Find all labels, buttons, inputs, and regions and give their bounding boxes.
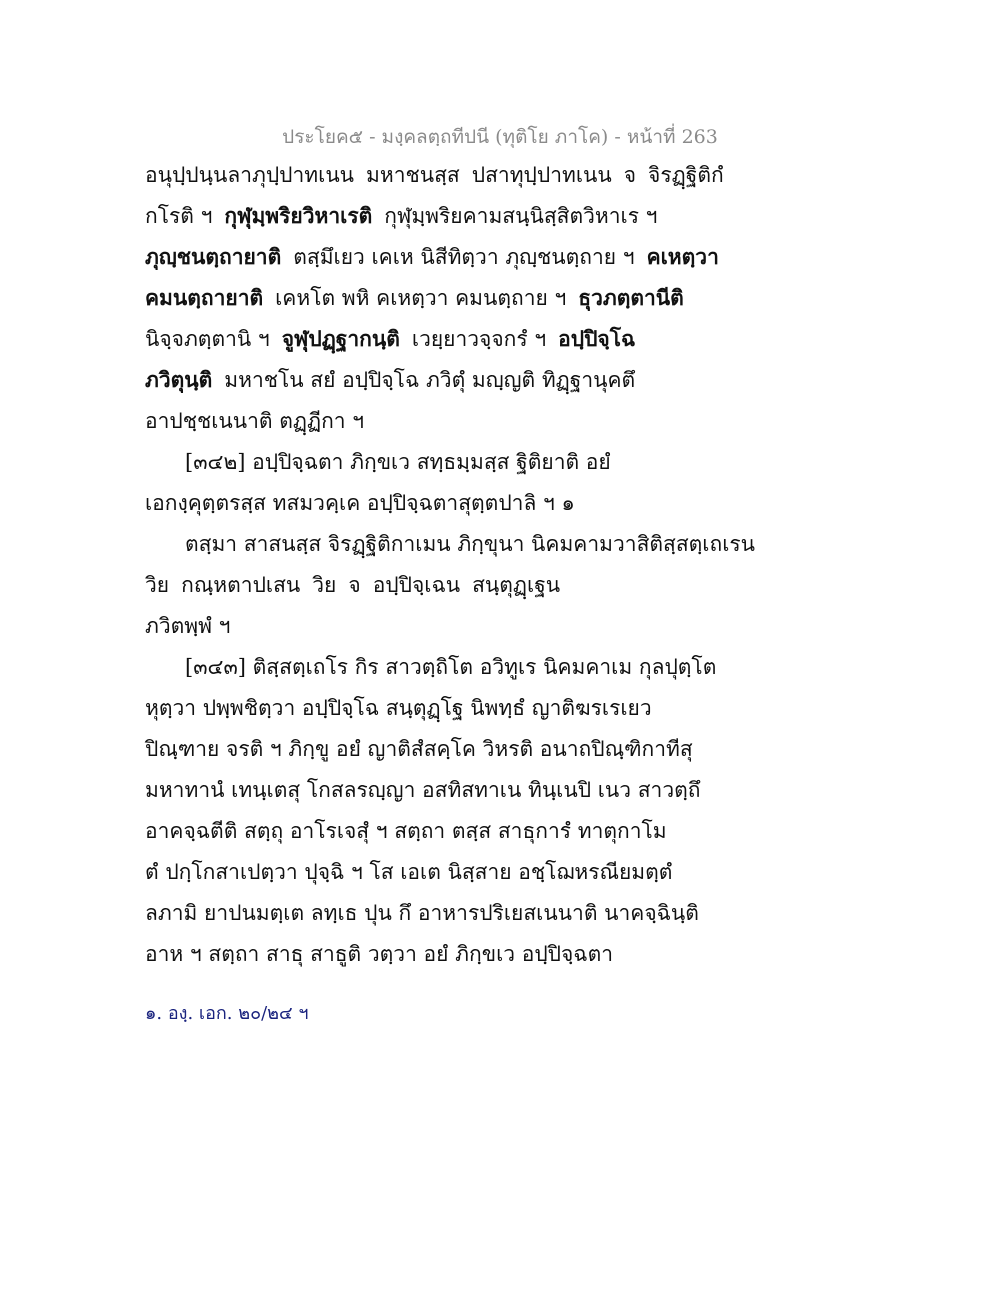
text-segment: ตํ ปกฺโกสาเปตฺวา ปุจฺฉิ ฯ โส เอเต นิสฺสาย อชฺโฌหรณียมตฺตํ <box>145 860 673 884</box>
text-line <box>145 283 705 324</box>
bold-term: ภุญฺชนตฺถายาติ <box>145 244 282 269</box>
text-segment: ตสฺมา สาสนสฺส จิรฏฺฐิติกาเมน ภิกฺขุนา นิคมคามวาสิติสฺสตฺเถเรน <box>185 532 756 556</box>
text-segment: [๓๔๒] อปฺปิจฺฉตา ภิกฺขเว สทฺธมฺมสฺส ฐิติยาติ อยํ <box>185 450 611 474</box>
page-header: ประโยค๕ - มงฺคลตฺถทีปนี (ทุติโย ภาโค) - หน้าที่ 263 <box>282 126 718 148</box>
text-line <box>145 611 705 652</box>
text-segment: วิย <box>145 573 170 597</box>
text-segment: ตสฺมึเยว เคเห นิสีทิตฺวา ภุญฺชนตฺถาย ฯ <box>293 245 635 269</box>
text-segment: ลภามิ ยาปนมตฺเต ลทฺเธ ปุน กึ อาหารปริเยสเนนาติ นาคจฺฉินฺติ <box>145 901 699 925</box>
text-line <box>145 447 705 488</box>
footnote: ๑. องฺ. เอก. ๒๐/๒๔ ฯ <box>145 1003 309 1024</box>
text-segment: มหาชโน สยํ อปฺปิจฺโฉ ภวิตุํ มญฺญติ ทิฏฺฐานุคตึ <box>224 368 636 392</box>
text-line <box>145 898 705 939</box>
text-segment: มหาทานํ เทนฺเตสุ โกสลรญฺญา อสทิสทาเน ทินฺเนปิ เนว สาวตฺถึ <box>145 778 701 802</box>
text-line <box>145 816 705 857</box>
text-segment: กโรติ ฯ <box>145 204 213 228</box>
bold-term: คมนตฺถายาติ <box>145 285 264 310</box>
text-segment: สนฺตุฏฺเฐน <box>472 573 561 597</box>
bold-term: ภวิตุนฺติ <box>145 367 213 392</box>
text-segment: อาปชฺชเนนาติ ตฏฺฏีกา ฯ <box>145 409 365 433</box>
text-segment: อาคจฺฉตีติ สตฺถุ อาโรเจสุํ ฯ สตฺถา ตสฺส สาธุการํ ทาตุกาโม <box>145 819 667 843</box>
bold-term: ธุวภตฺตานีติ <box>578 285 684 310</box>
text-line <box>145 488 705 529</box>
text-segment: วิย <box>312 573 337 597</box>
text-line <box>145 857 705 898</box>
text-line <box>145 570 705 611</box>
text-segment: จิรฏฺฐิติกํ <box>648 163 724 187</box>
text-segment: กุฬุมฺพริยคามสนฺนิสฺสิตวิหาเร ฯ <box>384 204 658 228</box>
text-segment: อนุปฺปนฺนลาภุปฺปาทเนน <box>145 163 355 187</box>
text-line <box>145 160 724 201</box>
text-segment: เอกงฺคุตฺตรสฺส ทสมวคฺเค อปฺปิจฺฉตาสุตฺตปาลิ ฯ ๑ <box>145 491 575 515</box>
text-segment: อปฺปิจฺเฉน <box>372 573 461 597</box>
text-segment: จ <box>348 573 361 597</box>
text-line <box>145 365 705 406</box>
text-segment: อาห ฯ สตฺถา สาธุ สาธูติ วตฺวา อยํ ภิกฺขเว อปฺปิจฺฉตา <box>145 942 614 966</box>
text-segment: เคหโต พหิ คเหตฺวา คมนตฺถาย ฯ <box>275 286 567 310</box>
text-segment: ภวิตพฺพํ ฯ <box>145 614 231 638</box>
text-segment: จ <box>623 163 637 187</box>
bold-term: กุฬุมฺพริยวิหาเรติ <box>224 203 373 228</box>
text-segment: ปสาทุปฺปาทเนน <box>471 163 612 187</box>
text-line <box>145 693 705 734</box>
text-segment: หุตฺวา ปพฺพชิตฺวา อปฺปิจฺโฉ สนฺตุฏฺโฐ นิพทฺธํ ญาติฆรเรเยว <box>145 696 652 720</box>
text-line <box>145 242 719 283</box>
bold-term: อปฺปิจฺโฉ <box>558 326 636 351</box>
text-line <box>145 734 705 775</box>
text-segment: มหาชนสฺส <box>366 163 460 187</box>
text-segment: เวยฺยาวจฺจกรํ ฯ <box>411 327 547 351</box>
body-text <box>145 160 756 980</box>
text-segment: นิจฺจภตฺตานิ ฯ <box>145 327 270 351</box>
text-line <box>145 652 717 693</box>
text-line <box>145 406 705 447</box>
text-line <box>145 324 705 365</box>
bold-term: จูฬุปฏฺฐากนฺติ <box>281 326 400 351</box>
text-segment: กณฺหตาปเสน <box>181 573 301 597</box>
text-segment: ปิณฺฑาย จรติ ฯ ภิกฺขู อยํ ญาติสํสคฺโค วิหรติ อนาถปิณฺฑิกาทีสุ <box>145 737 693 761</box>
bold-term: คเหตฺวา <box>646 244 719 269</box>
text-line <box>145 201 705 242</box>
text-line <box>145 939 705 980</box>
text-line <box>145 529 756 570</box>
text-segment: [๓๔๓] ติสฺสตฺเถโร กิร สาวตฺถิโต อวิทูเร นิคมคาเม กุลปุตฺโต <box>185 655 717 679</box>
text-line <box>145 775 705 816</box>
